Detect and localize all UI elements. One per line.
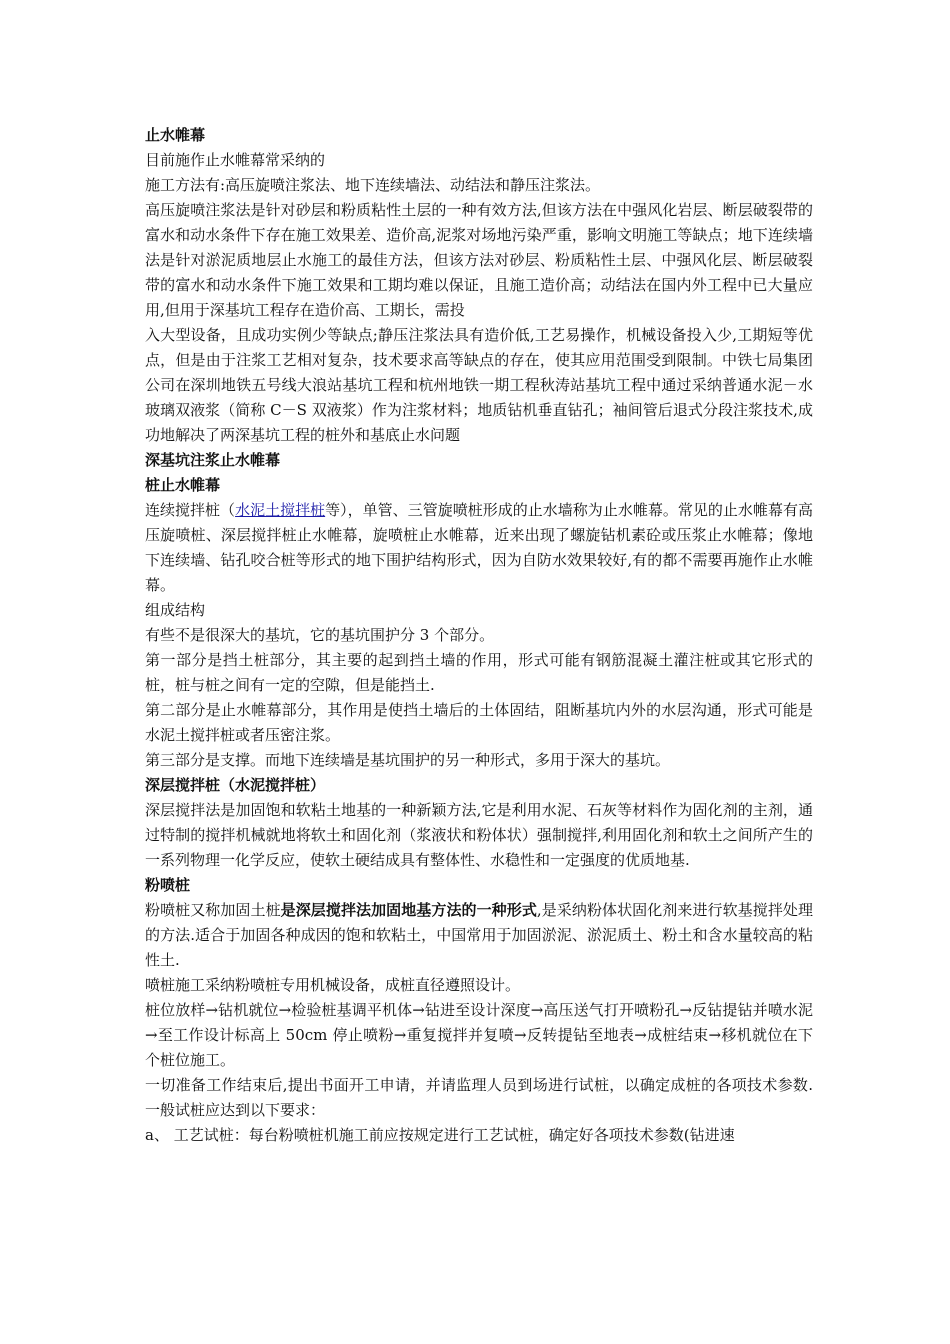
paragraph-methods: 施工方法有:高压旋喷注浆法、地下连续墙法、动结法和静压注浆法。 <box>145 176 601 194</box>
paragraph-deep-mixing-method: 深层搅拌法是加固饱和软粘土地基的一种新颖方法,它是利用水泥、石灰等材料作为固化剂的主剂，通过特制的搅拌机械就地将软土和固化剂（浆液状和粉体状）强制搅拌,利用固化剂和软土之间所产生的一系列物理一化学反应，使软土硬结成具有整体性、水稳性和一定强度的优质地基. <box>145 801 813 869</box>
heading-powder-spray-pile: 粉喷桩 <box>145 876 191 894</box>
paragraph-three-parts: 有些不是很深大的基坑，它的基坑围护分 3 个部分。 <box>145 626 495 644</box>
paragraph-text: 等），单管、三管旋喷桩形成的止水墙称为止水帷幕。常见的止水帷幕有高压旋喷桩、深层搅拌桩止水帷幕，旋喷桩止水帷幕，近来出现了螺旋钻机素砼或压浆止水帷幕；像地下连续墙、钻孔咬合桩等形式的地下围护结构形式，因为自防水效果较好,有的都不需要再施作止水帷幕。 <box>145 501 813 594</box>
document-page <box>145 123 813 1148</box>
paragraph-methods-comparison: 高压旋喷注浆法是针对砂层和粉质粘性土层的一种有效方法,但该方法在中强风化岩层、断层破裂带的富水和动水条件下存在施工效果差、造价高,泥浆对场地污染严重，影响文明施工等缺点；地下连续墙法是针对淤泥质地层止水施工的最佳方法，但该方法对砂层、粉质粘性土层、中强风化层、断层破裂带的富水和动水条件下施工效果和工期均难以保证，且施工造价高；动结法在国内外工程中已大量应用,但用于深基坑工程存在造价高、工期长，需投 <box>145 201 813 319</box>
paragraph-continuous-mixing-pile <box>145 498 813 598</box>
paragraph-equipment: 喷桩施工采纳粉喷桩专用机械设备，成桩直径遵照设计。 <box>145 976 521 994</box>
paragraph-static-grouting: 入大型设备，且成功实例少等缺点;静压注浆法具有造价低,工艺易操作，机械设备投入少,工期短等优点，但是由于注浆工艺相对复杂，技术要求高等缺点的存在，使其应用范围受到限制。中铁七局集团公司在深圳地铁五号线大浪站基坑工程和杭州地铁一期工程秋涛站基坑工程中通过采纳普通水泥－水玻璃双液浆（简称 C－S 双液浆）作为注浆材料；地质钻机垂直钻孔；袖间管后退式分段注浆技术,成功地解决了两深基坑工程的桩外和基底止水问题 <box>145 326 813 444</box>
paragraph-powder-spray-definition <box>145 898 813 973</box>
paragraph-structure-title: 组成结构 <box>145 601 206 619</box>
paragraph-text: ,是采纳粉体状固化剂来进行软基搅拌处理的方法.适合于加固各种成因的饱和软粘土，中国常用于加固淤泥、淤泥质土、粉土和含水量较高的粘性土. <box>145 901 813 969</box>
paragraph-part-three: 第三部分是支撑。而地下连续墙是基坑围护的另一种形式，多用于深大的基坑。 <box>145 751 671 769</box>
paragraph-process-trial: a、 工艺试桩：每台粉喷桩机施工前应按规定进行工艺试桩，确定好各项技术参数(钻进速 <box>145 1126 735 1144</box>
heading-pile-curtain: 桩止水帷幕 <box>145 476 221 494</box>
paragraph-process-flow: 桩位放样→钻机就位→检验桩基调平机体→钻进至设计深度→高压送气打开喷粉孔→反钻提钻并喷水泥→至工作设计标高上 50cm 停止喷粉→重复搅拌并复喷→反转提钻至地表→成桩结束→移机就位在下个桩位施工。 <box>145 1001 813 1069</box>
paragraph-intro: 目前施作止水帷幕常采纳的 <box>145 151 326 169</box>
paragraph-text: 粉喷桩又称加固土桩 <box>145 901 281 919</box>
heading-deep-pit-grouting-curtain: 深基坑注浆止水帷幕 <box>145 451 281 469</box>
heading-water-curtain: 止水帷幕 <box>145 126 206 144</box>
heading-deep-mixing-pile: 深层搅拌桩（水泥搅拌桩） <box>145 776 326 794</box>
paragraph-trial-pile: 一切准备工作结束后,提出书面开工申请，并请监理人员到场进行试桩，以确定成桩的各项技术参数.一般试桩应达到以下要求： <box>145 1076 813 1119</box>
paragraph-part-one: 第一部分是挡土桩部分，其主要的起到挡土墙的作用，形式可能有钢筋混凝土灌注桩或其它形式的桩，桩与桩之间有一定的空隙，但是能挡土. <box>145 651 813 694</box>
paragraph-part-two: 第二部分是止水帷幕部分，其作用是使挡土墙后的土体固结，阻断基坑内外的水层沟通，形式可能是水泥土搅拌桩或者压密注浆。 <box>145 701 813 744</box>
bold-phrase: 是深层搅拌法加固地基方法的一种形式 <box>280 901 537 919</box>
cement-soil-mixing-pile-link[interactable]: 水泥土搅拌桩 <box>235 501 326 519</box>
paragraph-text: 连续搅拌桩（ <box>145 501 236 519</box>
